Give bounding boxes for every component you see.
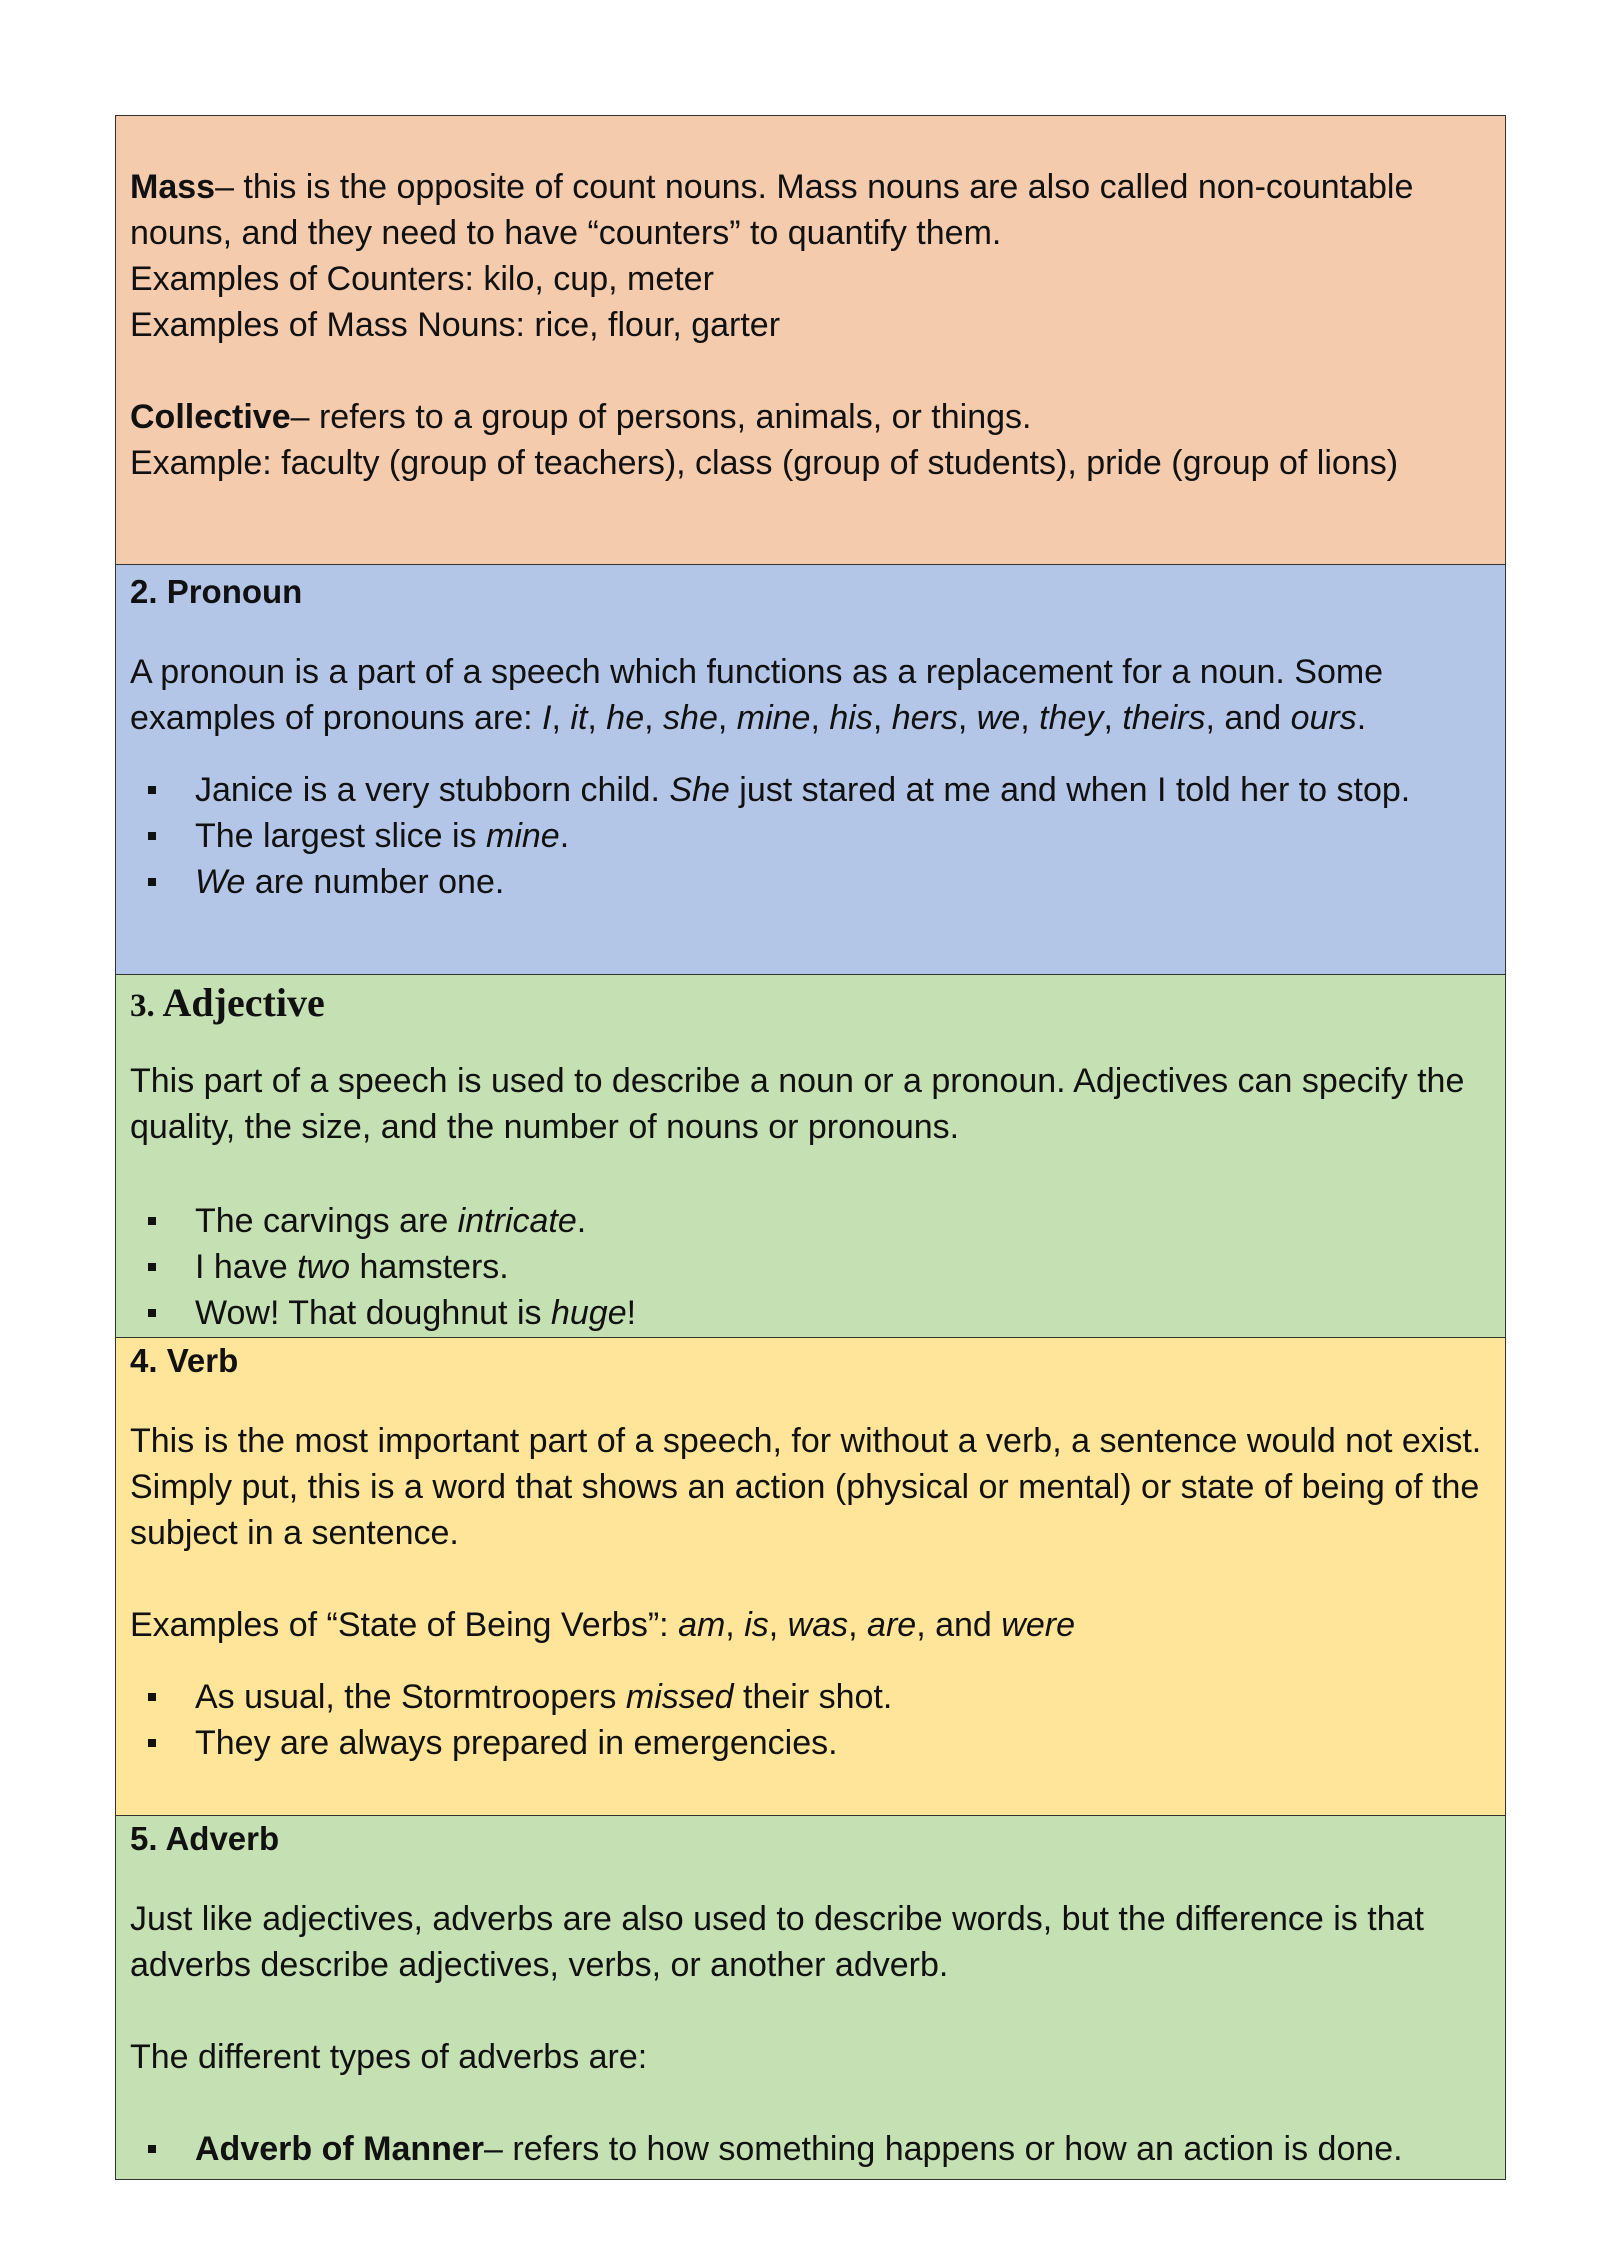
collective-term: Collective <box>130 398 291 436</box>
adjective-heading: 3. Adjective <box>130 980 325 1025</box>
pronoun-examples <box>130 767 1491 905</box>
collective-example: Example: faculty (group of teachers), class (group of students), pride (group of lions) <box>130 444 1399 482</box>
adverb-types-list <box>130 2126 1491 2172</box>
list-item: As usual, the Stormtroopers missed their shot. <box>130 1674 1491 1720</box>
verb-examples <box>130 1674 1491 1766</box>
adjective-intro: This part of a speech is used to describe a noun or a pronoun. Adjectives can specify the quality, the size, and the number of nouns or pronouns. <box>130 1062 1465 1146</box>
list-item: Wow! That doughnut is huge! <box>130 1290 1491 1336</box>
list-item: We are number one. <box>130 859 1491 905</box>
adverb-types-label: The different types of adverbs are: <box>130 2038 648 2076</box>
list-item: I have two hamsters. <box>130 1244 1491 1290</box>
adverb-cell <box>116 1816 1505 2179</box>
list-item: The largest slice is mine. <box>130 813 1491 859</box>
mass-term: Mass <box>130 168 216 206</box>
pronoun-cell <box>116 565 1505 975</box>
adjective-cell <box>116 975 1505 1338</box>
list-item: Adverb of Manner– refers to how something happens or how an action is done. <box>130 2126 1491 2172</box>
counters-examples: Examples of Counters: kilo, cup, meter <box>130 260 714 298</box>
noun-types-cell <box>116 116 1505 565</box>
mass-noun-examples: Examples of Mass Nouns: rice, flour, garter <box>130 306 781 344</box>
state-of-being-examples: Examples of “State of Being Verbs”: am, is, was, are, and were <box>130 1606 1075 1644</box>
adverb-heading: 5. Adverb <box>130 1820 280 1857</box>
parts-of-speech-table <box>115 115 1506 2180</box>
collective-definition: Collective– refers to a group of persons, animals, or things. <box>130 398 1032 436</box>
adverb-intro: Just like adjectives, adverbs are also used to describe words, but the difference is that adverbs describe adjectives, verbs, or another adverb. <box>130 1900 1424 1984</box>
list-item: Janice is a very stubborn child. She just stared at me and when I told her to stop. <box>130 767 1491 813</box>
verb-cell <box>116 1338 1505 1816</box>
adjective-examples <box>130 1198 1491 1336</box>
list-item: The carvings are intricate. <box>130 1198 1491 1244</box>
pronoun-heading: 2. Pronoun <box>130 573 303 610</box>
verb-intro: This is the most important part of a speech, for without a verb, a sentence would not exist. Simply put, this is a word that shows an action (physical or mental) or state of being of the subject in a sentence. <box>130 1422 1482 1552</box>
mass-definition: Mass– this is the opposite of count nouns. Mass nouns are also called non-countable nouns, and they need to have “counters” to quantify them. <box>130 168 1414 252</box>
pronoun-intro: A pronoun is a part of a speech which functions as a replacement for a noun. Some examples of pronouns are: I, it, he, she, mine, his, hers, we, they, theirs, and ours. <box>130 653 1384 737</box>
verb-heading: 4. Verb <box>130 1342 239 1379</box>
list-item: They are always prepared in emergencies. <box>130 1720 1491 1766</box>
